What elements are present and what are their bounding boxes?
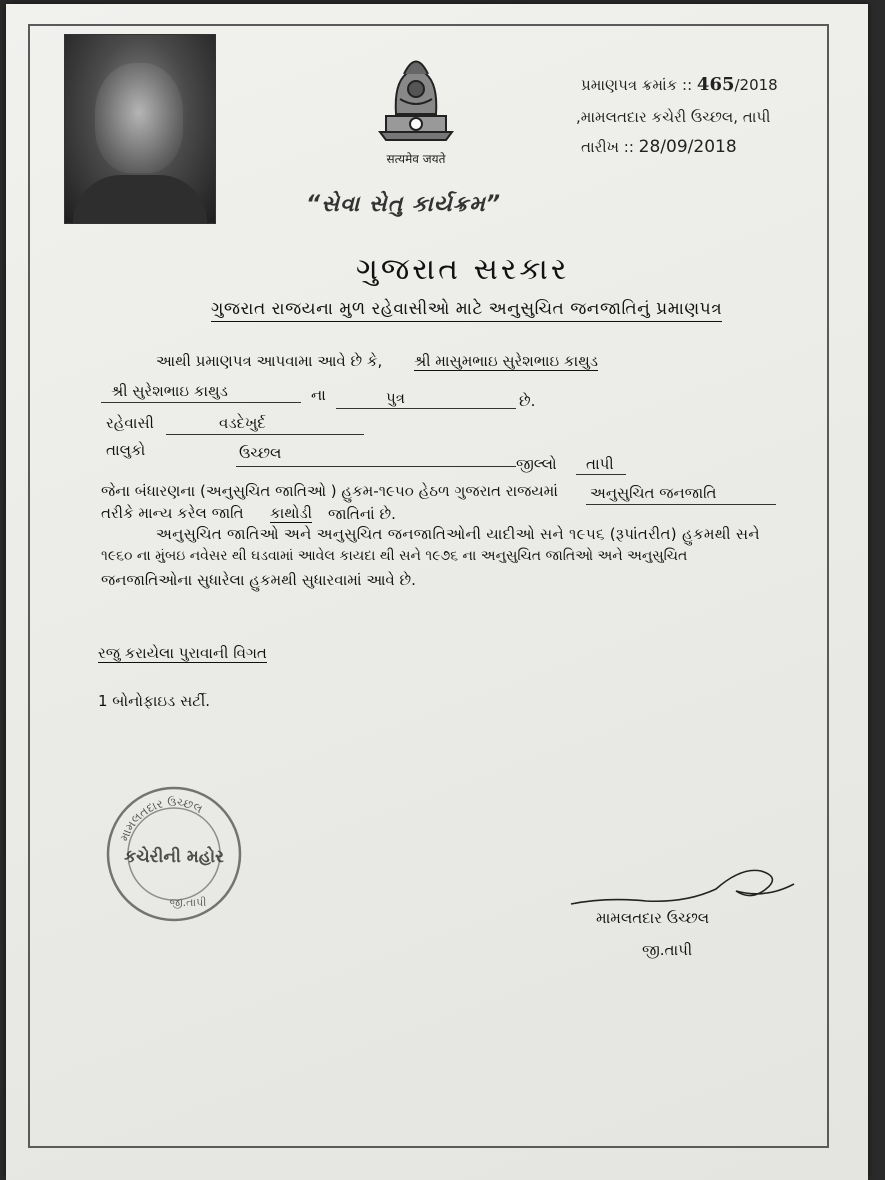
category-name: અનુસુચિત જનજાતિ	[590, 484, 717, 502]
office-seal-stamp	[104, 784, 244, 924]
program-title: “સેવા સેતુ કાર્યક્રમ”	[306, 192, 501, 217]
issuing-office: ,મામલતદાર કચેરી ઉચ્છલ, તાપી	[576, 108, 771, 126]
evidence-heading: રજુ કરાયેલા પુરાવાની વિગત	[98, 644, 267, 662]
certificate-number-label: પ્રમાણપત્ર ક્રમાંક ::	[581, 76, 693, 94]
seal-top-text: મામલતદાર ઉચ્છલ	[116, 794, 205, 844]
father-name: શ્રી સુરેશભાઇ કાથુડ	[111, 382, 228, 400]
photo-shoulders	[73, 175, 207, 223]
father-name-line	[101, 402, 301, 403]
resident-label: રહેવાસી	[106, 414, 154, 432]
certificate-date	[581, 137, 737, 157]
government-title: ગુજરાત સરકાર	[356, 252, 570, 287]
signatory-title: મામલતદાર ઉચ્છલ	[596, 909, 710, 927]
evidence-item-1: 1 બોનોફાઇડ સર્ટી.	[98, 692, 211, 710]
signatory-district: જી.તાપી	[642, 941, 693, 959]
certificate-number-suffix: /2018	[734, 76, 778, 94]
certificate-date-label: તારીખ ::	[581, 138, 634, 156]
certificate-page	[6, 4, 868, 1180]
certificate-date-value: 28/09/2018	[638, 137, 737, 157]
category-line	[586, 504, 776, 505]
emblem-caption: सत्यमेव जयते	[386, 152, 446, 166]
order-text: જેના બંધારણના (અનુસુચિત જાતિઓ ) હુકમ-૧૯૫૦ હેઠળ ગુજરાત રાજયમાં	[101, 482, 558, 500]
caste-suffix-text: જાતિનાં છે.	[328, 505, 396, 523]
paragraph-line-1: અનુસુચિત જાતિઓ અને અનુસુચિત જનજાતિઓની યાદીઓ સને ૧૯૫૬ (રૂપાંતરીત) હુકમથી સને	[156, 525, 760, 543]
district-name: તાપી	[586, 455, 614, 473]
caste-intro-text: તરીકે માન્ય કરેલ જાતિ	[101, 504, 244, 522]
certificate-number-value: 465	[696, 74, 735, 95]
village-line	[166, 434, 364, 435]
paragraph-line-3: જનજાતિઓના સુધારેલા હુકમથી સુધારવામાં આવે છે.	[101, 571, 416, 589]
photo-face	[95, 63, 183, 173]
na-text: ના	[311, 386, 326, 404]
district-line	[576, 474, 626, 475]
taluka-line	[236, 466, 516, 467]
certificate-subtitle: ગુજરાત રાજયના મુળ રહેવાસીઓ માટે અનુસુચિત જનજાતિનું પ્રમાણપત્ર	[211, 299, 722, 322]
intro-text: આથી પ્રમાણપત્ર આપવામા આવે છે કે,	[156, 352, 383, 370]
paragraph-line-2: ૧૯૬૦ ના મુંબઇ નવેસર થી ઘડવામાં આવેલ કાયદા થી સને ૧૯૭૬ ના અનુસુચિત જાતિઓ અને અનુસુચિત	[101, 548, 688, 564]
relation: પુત્ર	[386, 389, 405, 407]
district-label: જીલ્લો	[516, 455, 557, 473]
svg-text:મામલતદાર ઉચ્છલ	[117, 795, 205, 843]
caste-name: કાથોડી	[270, 504, 313, 522]
relation-line	[336, 408, 516, 409]
taluka-name: ઉચ્છલ	[239, 444, 282, 462]
certificate-number	[581, 74, 778, 95]
taluka-label: તાલુકો	[106, 441, 146, 459]
applicant-photo	[64, 34, 216, 224]
seal-bottom-text: જી.તાપી	[169, 896, 207, 909]
applicant-name: શ્રી માસુમભાઇ સુરેશભાઇ કાથુડ	[414, 352, 598, 370]
seal-middle-text: કચેરીની મહોર	[124, 847, 224, 867]
village-name: વડદેખુર્દ	[219, 414, 266, 432]
che-text: છે.	[519, 392, 536, 410]
